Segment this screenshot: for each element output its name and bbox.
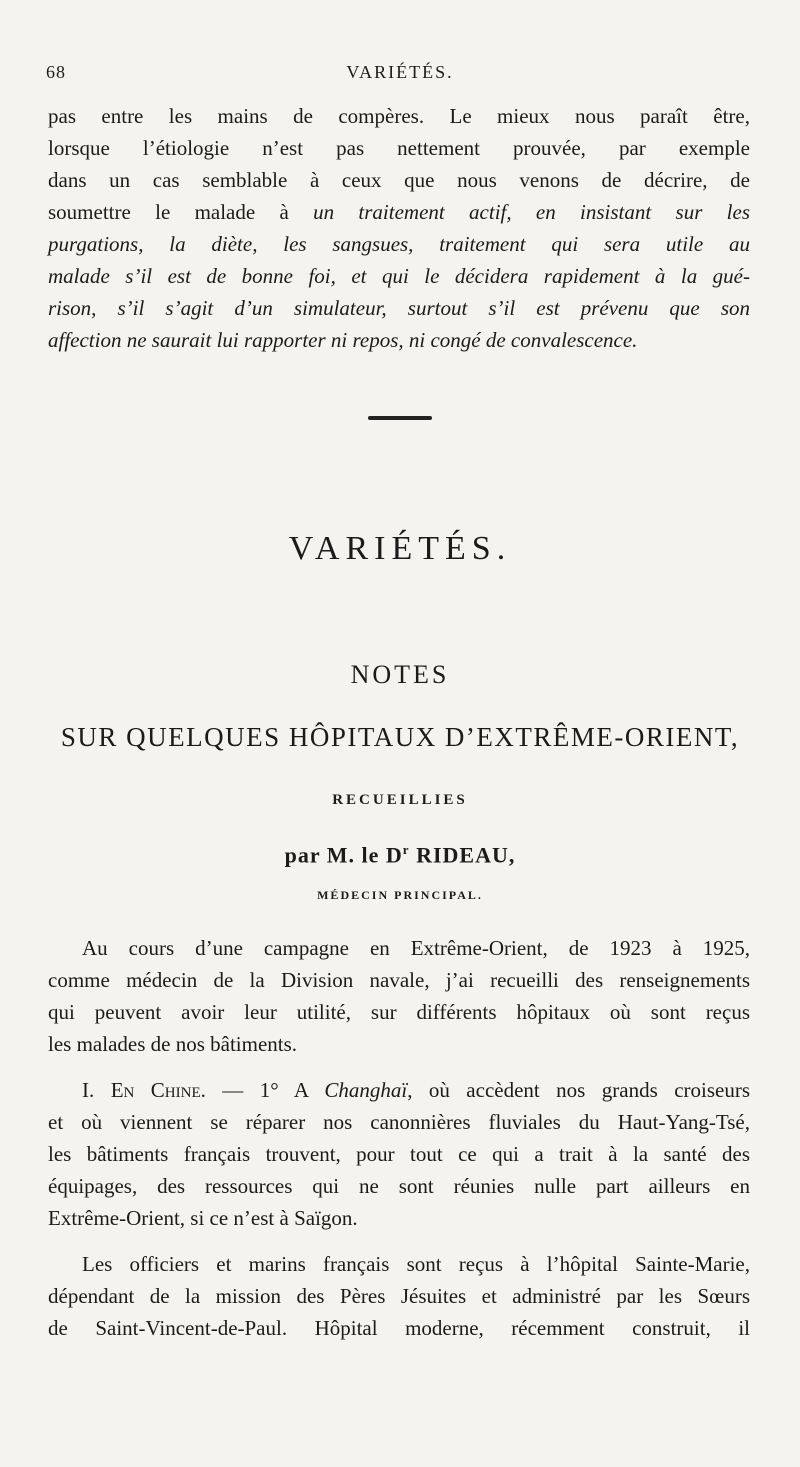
text-line bbox=[48, 292, 750, 324]
text-line bbox=[48, 100, 750, 132]
intro-paragraph bbox=[48, 100, 750, 356]
text-line bbox=[48, 996, 750, 1028]
text-run: — 1° A bbox=[205, 1078, 325, 1102]
article-title: NOTES bbox=[350, 660, 450, 689]
text-line bbox=[48, 228, 750, 260]
running-title: VARIÉTÉS. bbox=[346, 62, 454, 82]
paragraph-gap bbox=[48, 1234, 750, 1248]
text-line bbox=[48, 196, 750, 228]
text-line bbox=[48, 1202, 750, 1234]
text-run: I. bbox=[82, 1078, 111, 1102]
text-run: comme médecin de la Division navale, j’ai recueilli des renseignements bbox=[48, 968, 750, 992]
text-run: et où viennent se réparer nos canonnières fluviales du Haut-Yang-Tsé, bbox=[48, 1110, 750, 1134]
text-line bbox=[48, 260, 750, 292]
italic-run: un traitement actif, en insistant sur les bbox=[313, 200, 750, 224]
text-line bbox=[48, 1028, 750, 1060]
italic-run: Changhaï bbox=[324, 1078, 408, 1102]
running-head bbox=[46, 62, 754, 88]
text-line bbox=[48, 1138, 750, 1170]
text-run: Les officiers et marins français sont reçus à l’hôpital Sainte-Marie, bbox=[82, 1252, 750, 1276]
author-role: MÉDECIN PRINCIPAL. bbox=[317, 888, 483, 902]
page-number: 68 bbox=[46, 62, 66, 82]
text-line bbox=[48, 1074, 750, 1106]
text-line bbox=[48, 964, 750, 996]
text-line bbox=[48, 132, 750, 164]
text-run: lorsque l’étiologie n’est pas nettement prouvée, par exemple bbox=[48, 136, 750, 160]
author-title-sup: r bbox=[402, 842, 410, 857]
text-run: les malades de nos bâtiments. bbox=[48, 1032, 298, 1056]
italic-run: affection ne saurait lui rapporter ni repos, ni congé de convalescence. bbox=[48, 328, 638, 352]
author-line bbox=[0, 842, 800, 868]
italic-run: purgations, la diète, les sangsues, traitement qui sera utile au bbox=[48, 232, 750, 256]
text-line bbox=[48, 1312, 750, 1344]
section-divider-rule bbox=[368, 416, 432, 420]
text-run: soumettre le malade à bbox=[48, 200, 314, 224]
text-run: de Saint-Vincent-de-Paul. Hôpital moderne, récemment construit, il bbox=[48, 1316, 750, 1340]
paragraph-gap bbox=[48, 1060, 750, 1074]
author-name: RIDEAU, bbox=[416, 842, 516, 868]
text-line bbox=[48, 1106, 750, 1138]
text-run: pas entre les mains de compères. Le mieux nous paraît être, bbox=[48, 104, 750, 128]
italic-run: rison, s’il s’agit d’un simulateur, surtout s’il est prévenu que son bbox=[48, 296, 750, 320]
article-subtitle: SUR QUELQUES HÔPITAUX D’EXTRÊME-ORIENT, bbox=[60, 722, 740, 752]
text-run: dans un cas semblable à ceux que nous venons de décrire, de bbox=[48, 168, 750, 192]
text-line bbox=[48, 164, 750, 196]
text-line bbox=[48, 932, 750, 964]
text-line bbox=[48, 324, 750, 356]
text-run: En Chine. bbox=[110, 1078, 206, 1102]
author-prefix: par M. le D bbox=[284, 842, 403, 868]
text-run: , où accèdent nos grands croiseurs bbox=[407, 1078, 751, 1102]
collected-label: RECUEILLIES bbox=[332, 792, 468, 808]
text-line bbox=[48, 1248, 750, 1280]
text-line bbox=[48, 1280, 750, 1312]
section-title: VARIÉTÉS. bbox=[288, 530, 512, 567]
text-run: équipages, des ressources qui ne sont réunies nulle part ailleurs en bbox=[48, 1174, 750, 1198]
italic-run: malade s’il est de bonne foi, et qui le décidera rapidement à la gué- bbox=[48, 264, 750, 288]
text-run: les bâtiments français trouvent, pour tout ce qui a trait à la santé des bbox=[48, 1142, 750, 1166]
text-run: Extrême-Orient, si ce n’est à Saïgon. bbox=[48, 1206, 358, 1230]
text-line bbox=[48, 1170, 750, 1202]
text-run: dépendant de la mission des Pères Jésuites et administré par les Sœurs bbox=[48, 1284, 750, 1308]
text-run: Au cours d’une campagne en Extrême-Orient, de 1923 à 1925, bbox=[82, 936, 750, 960]
body-text bbox=[48, 932, 750, 1344]
text-run: qui peuvent avoir leur utilité, sur différents hôpitaux où sont reçus bbox=[48, 1000, 750, 1024]
